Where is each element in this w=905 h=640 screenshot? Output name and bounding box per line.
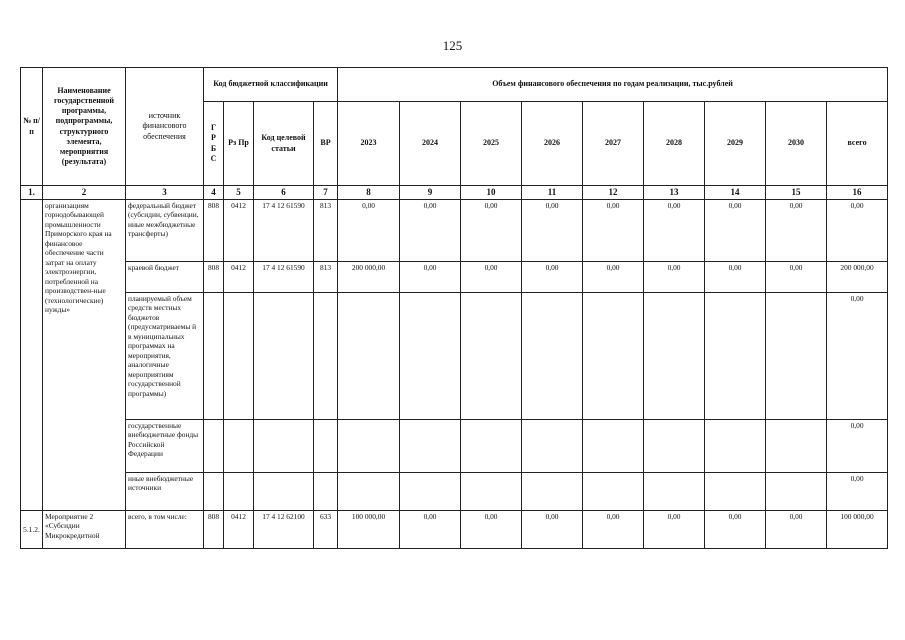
grbs-cell: 808: [204, 511, 224, 549]
table-row: [21, 262, 888, 293]
header-year: 2029: [705, 102, 766, 186]
header-rzpr: Рз Пр: [224, 102, 254, 186]
source-cell: планируемый объем средств местных бюджетов (предусматриваемы й в муниципальных программах на мероприятия, аналогичные мероприятиям государственной программы): [126, 293, 204, 420]
value-cell: 0,00: [766, 511, 827, 549]
header-total: всего: [827, 102, 888, 186]
value-cell: 0,00: [461, 511, 522, 549]
value-cell: 0,00: [522, 262, 583, 293]
value-cell: 200 000,00: [338, 262, 400, 293]
value-cell: 0,00: [705, 511, 766, 549]
column-number: 15: [766, 186, 827, 200]
value-cell: 0,00: [644, 200, 705, 262]
column-number: 11: [522, 186, 583, 200]
column-number: 1.: [21, 186, 43, 200]
target-cell: 17 4 12 62100: [254, 511, 314, 549]
header-grbs: [204, 102, 224, 186]
source-cell: государственные внебюджетные фонды Российской Федерации: [126, 420, 204, 473]
financing-table: [20, 67, 888, 549]
table-row: [21, 473, 888, 511]
table-row: [21, 420, 888, 473]
value-cell: 0,00: [644, 262, 705, 293]
source-cell: федеральный бюджет (субсидии, субвенции, иные межбюджетные трансферты): [126, 200, 204, 262]
column-number: 7: [314, 186, 338, 200]
row-num: 5.1.2.: [21, 511, 43, 549]
column-number: 5: [224, 186, 254, 200]
header-budget-code: Код бюджетной классификации: [204, 68, 338, 102]
column-number: 10: [461, 186, 522, 200]
grbs-cell: 808: [204, 200, 224, 262]
header-year: 2027: [583, 102, 644, 186]
value-cell: 0,00: [583, 262, 644, 293]
header-num: № п/п: [21, 68, 43, 186]
value-cell: 0,00: [583, 200, 644, 262]
header-year: 2028: [644, 102, 705, 186]
column-number: 8: [338, 186, 400, 200]
rzpr-cell: 0412: [224, 200, 254, 262]
header-year: 2023: [338, 102, 400, 186]
total-cell: 200 000,00: [827, 262, 888, 293]
table-row: [21, 200, 888, 262]
value-cell: 0,00: [766, 200, 827, 262]
source-cell: иные внебюджетные источники: [126, 473, 204, 511]
total-cell: 0,00: [827, 200, 888, 262]
column-numbers-row: [21, 186, 888, 200]
column-number: 16: [827, 186, 888, 200]
value-cell: 0,00: [461, 262, 522, 293]
grbs-letter: С: [210, 153, 217, 163]
value-cell: 0,00: [705, 262, 766, 293]
page-number: 125: [442, 38, 463, 53]
header-financing: Объем финансового обеспечения по годам реализации, тыс.рублей: [338, 68, 888, 102]
table-row: [21, 293, 888, 420]
header-vr: ВР: [314, 102, 338, 186]
vr-cell: 813: [314, 262, 338, 293]
activity-name: организациям горнодобывающей промышленности Приморского края на финансовое обеспечение части затрат на оплату электроэнергии, потребленной на производствен-ные (технологические) нужды»: [43, 200, 126, 511]
value-cell: 0,00: [583, 511, 644, 549]
value-cell: 0,00: [522, 200, 583, 262]
column-number: 13: [644, 186, 705, 200]
value-cell: 0,00: [766, 262, 827, 293]
grbs-letter: Р: [211, 133, 216, 143]
target-cell: 17 4 12 61590: [254, 262, 314, 293]
value-cell: 100 000,00: [338, 511, 400, 549]
source-cell: всего, в том числе:: [126, 511, 204, 549]
header-name: Наименование государственной программы, подпрограммы, структурного элемента, мероприятия (результата): [43, 68, 126, 186]
value-cell: 0,00: [400, 511, 461, 549]
value-cell: 0,00: [522, 511, 583, 549]
header-source: источник финансового обеспечения: [126, 68, 204, 186]
vr-cell: 633: [314, 511, 338, 549]
value-cell: 0,00: [338, 200, 400, 262]
column-number: 9: [400, 186, 461, 200]
column-number: 12: [583, 186, 644, 200]
activity-name: Мероприятие 2 «Субсидии Микрокредитной: [43, 511, 126, 549]
value-cell: 0,00: [400, 262, 461, 293]
column-number: 6: [254, 186, 314, 200]
header-year: 2026: [522, 102, 583, 186]
column-number: 3: [126, 186, 204, 200]
column-number: 2: [43, 186, 126, 200]
value-cell: 0,00: [705, 200, 766, 262]
header-year: 2025: [461, 102, 522, 186]
table-row: [21, 511, 888, 549]
header-year: 2024: [400, 102, 461, 186]
column-number: 14: [705, 186, 766, 200]
source-cell: краевой бюджет: [126, 262, 204, 293]
value-cell: 0,00: [400, 200, 461, 262]
value-cell: 0,00: [461, 200, 522, 262]
rzpr-cell: 0412: [224, 262, 254, 293]
grbs-cell: 808: [204, 262, 224, 293]
total-cell: 0,00: [827, 293, 888, 420]
total-cell: 0,00: [827, 473, 888, 511]
grbs-letter: Г: [210, 123, 217, 133]
target-cell: 17 4 12 61590: [254, 200, 314, 262]
column-number: 4: [204, 186, 224, 200]
row-num: [21, 200, 43, 511]
header-year: 2030: [766, 102, 827, 186]
total-cell: 100 000,00: [827, 511, 888, 549]
rzpr-cell: 0412: [224, 511, 254, 549]
total-cell: 0,00: [827, 420, 888, 473]
grbs-letter: Б: [210, 143, 217, 153]
value-cell: 0,00: [644, 511, 705, 549]
vr-cell: 813: [314, 200, 338, 262]
header-target: Код целевой статьи: [254, 102, 314, 186]
